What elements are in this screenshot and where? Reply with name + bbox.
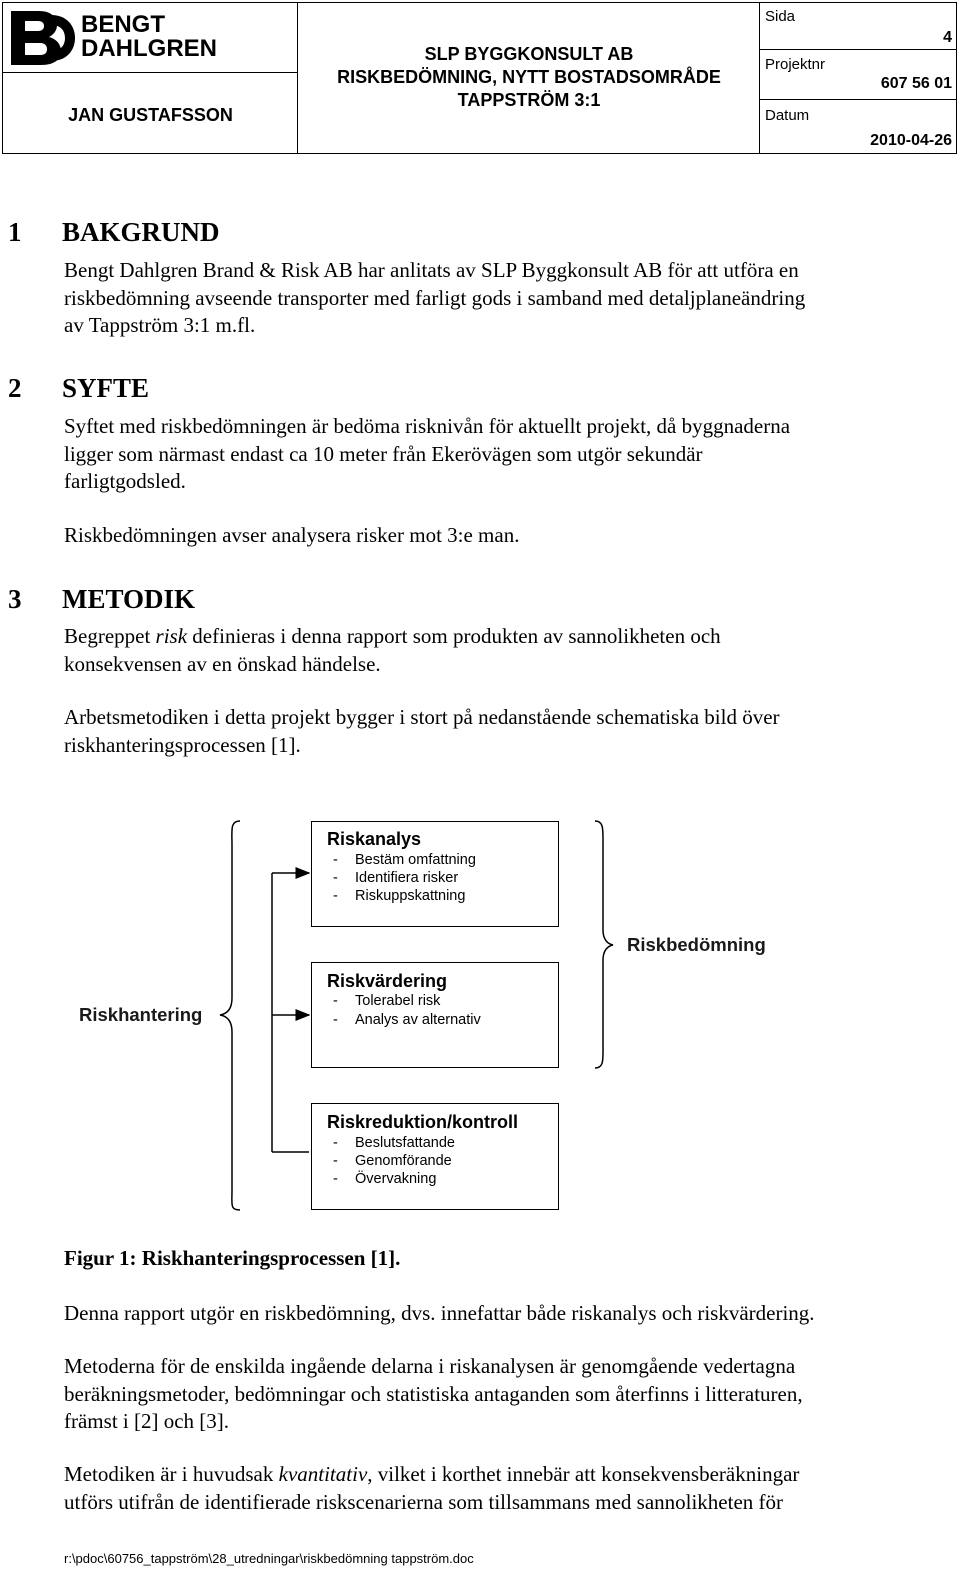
figure-caption: Figur 1: Riskhanteringsprocessen [1]. — [64, 1246, 401, 1270]
box-item — [333, 1135, 455, 1151]
text-line: ligger som närmast endast ca 10 meter från Ekerövägen som utgör sekundär — [64, 441, 703, 466]
item-text: Beslutsfattande — [355, 1135, 455, 1151]
title-line-2: RISKBEDÖMNING, NYTT BOSTADSOMRÅDE — [337, 67, 721, 87]
italic-term: risk — [155, 624, 188, 648]
text-span: Metodiken är i huvudsak — [64, 1462, 279, 1486]
paragraph-after-1 — [64, 1300, 924, 1328]
label-riskhantering: Riskhantering — [79, 1004, 203, 1025]
box-item — [333, 1171, 436, 1187]
item-text: Identifiera risker — [355, 870, 459, 886]
left-brace — [220, 821, 240, 1210]
box-item — [333, 993, 440, 1009]
text-line: främst i [2] och [3]. — [64, 1409, 230, 1433]
box-title: Riskreduktion/kontroll — [327, 1112, 519, 1132]
bullet-dash: - — [333, 852, 338, 868]
title-line-3: TAPPSTRÖM 3:1 — [457, 90, 601, 110]
text-line: Bengt Dahlgren Brand & Risk AB har anlitats av SLP Byggkonsult AB för att utföra en — [64, 258, 799, 282]
document-date: 2010-04-26 — [870, 132, 952, 149]
text-span: Begreppet — [64, 624, 156, 648]
text-line: Syftet med riskbedömningen är bedöma risknivån för aktuellt projekt, då byggnaderna — [64, 414, 791, 438]
italic-term: kvantitativ — [278, 1462, 368, 1486]
item-text: Genomförande — [355, 1153, 452, 1169]
title-line-1: SLP BYGGKONSULT AB — [424, 44, 634, 64]
file-path-footer: r:\pdoc\60756_tappström\28_utredningar\riskbedömning tappström.doc — [64, 1551, 474, 1566]
item-text: Analys av alternativ — [355, 1012, 481, 1028]
item-text: Riskuppskattning — [355, 888, 466, 904]
text-line: Arbetsmetodiken i detta projekt bygger i stort på nedanstående schematiska bild över — [64, 705, 780, 729]
project-number: 607 56 01 — [880, 75, 952, 92]
section-title: BAKGRUND — [62, 217, 220, 247]
paragraph-after-3 — [64, 1461, 924, 1516]
box-item — [333, 1153, 452, 1169]
page-number: 4 — [943, 29, 952, 46]
text-span: , vilket i korthet innebär att konsekvensberäkningar — [367, 1462, 800, 1486]
logo-line-2: DAHLGREN — [81, 35, 217, 62]
box-riskreduktion — [311, 1103, 559, 1210]
section-number: 1 — [8, 217, 22, 247]
text-line: av Tappström 3:1 m.fl. — [64, 313, 256, 337]
text-line: Riskbedömningen avser analysera risker mot 3:e man. — [64, 523, 520, 547]
bullet-dash: - — [333, 888, 338, 904]
logo-line-1: BENGT — [81, 11, 165, 38]
box-item — [333, 888, 465, 904]
box-title: Riskanalys — [327, 829, 422, 849]
bullet-dash: - — [333, 1153, 338, 1169]
bullet-dash: - — [333, 1135, 338, 1151]
text-span: definieras i denna rapport som produkten av sannolikheten och — [187, 624, 721, 648]
box-item — [333, 1012, 481, 1028]
label-riskbedomning: Riskbedömning — [627, 934, 766, 955]
item-text: Övervakning — [355, 1171, 437, 1187]
bullet-dash: - — [333, 1012, 338, 1028]
section-title: SYFTE — [62, 373, 150, 403]
section-title: METODIK — [62, 584, 196, 614]
text-line: utförs utifrån de identifierade riskscenarierna som tillsammans med sannolikheten för — [64, 1489, 784, 1514]
box-item — [333, 852, 476, 868]
text-line: farligtgodsled. — [64, 469, 186, 493]
page-label: Sida — [765, 8, 796, 25]
text-line: konsekvensen av en önskad händelse. — [64, 651, 381, 676]
text-line — [64, 1461, 924, 1489]
date-label: Datum — [765, 107, 810, 124]
text-line: beräkningsmetoder, bedömningar och statistiska antaganden som återfinns i litteraturen, — [64, 1381, 803, 1406]
text-line: riskbedömning avseende transporter med farligt gods i samband med detaljplaneändring — [64, 285, 806, 310]
section-number: 3 — [8, 584, 22, 614]
text-line: Metoderna för de enskilda ingående delarna i riskanalysen är genomgående vedertagna — [64, 1354, 796, 1378]
bullet-dash: - — [333, 1171, 338, 1187]
box-riskvardering — [311, 962, 559, 1068]
project-label: Projektnr — [765, 56, 826, 73]
text-line: Denna rapport utgör en riskbedömning, dvs. innefattar både riskanalys och riskvärdering. — [64, 1301, 815, 1325]
bullet-dash: - — [333, 993, 338, 1009]
item-text: Bestäm omfattning — [355, 852, 476, 868]
paragraph-after-2 — [64, 1353, 924, 1436]
box-title: Riskvärdering — [327, 971, 448, 991]
box-riskanalys — [311, 821, 559, 927]
section-number: 2 — [8, 373, 22, 403]
box-item — [333, 870, 458, 886]
right-brace — [595, 821, 613, 1068]
author-name: JAN GUSTAFSSON — [68, 105, 233, 125]
item-text: Tolerabel risk — [355, 993, 441, 1009]
bullet-dash: - — [333, 870, 338, 886]
text-line: riskhanteringsprocessen [1]. — [64, 732, 301, 757]
